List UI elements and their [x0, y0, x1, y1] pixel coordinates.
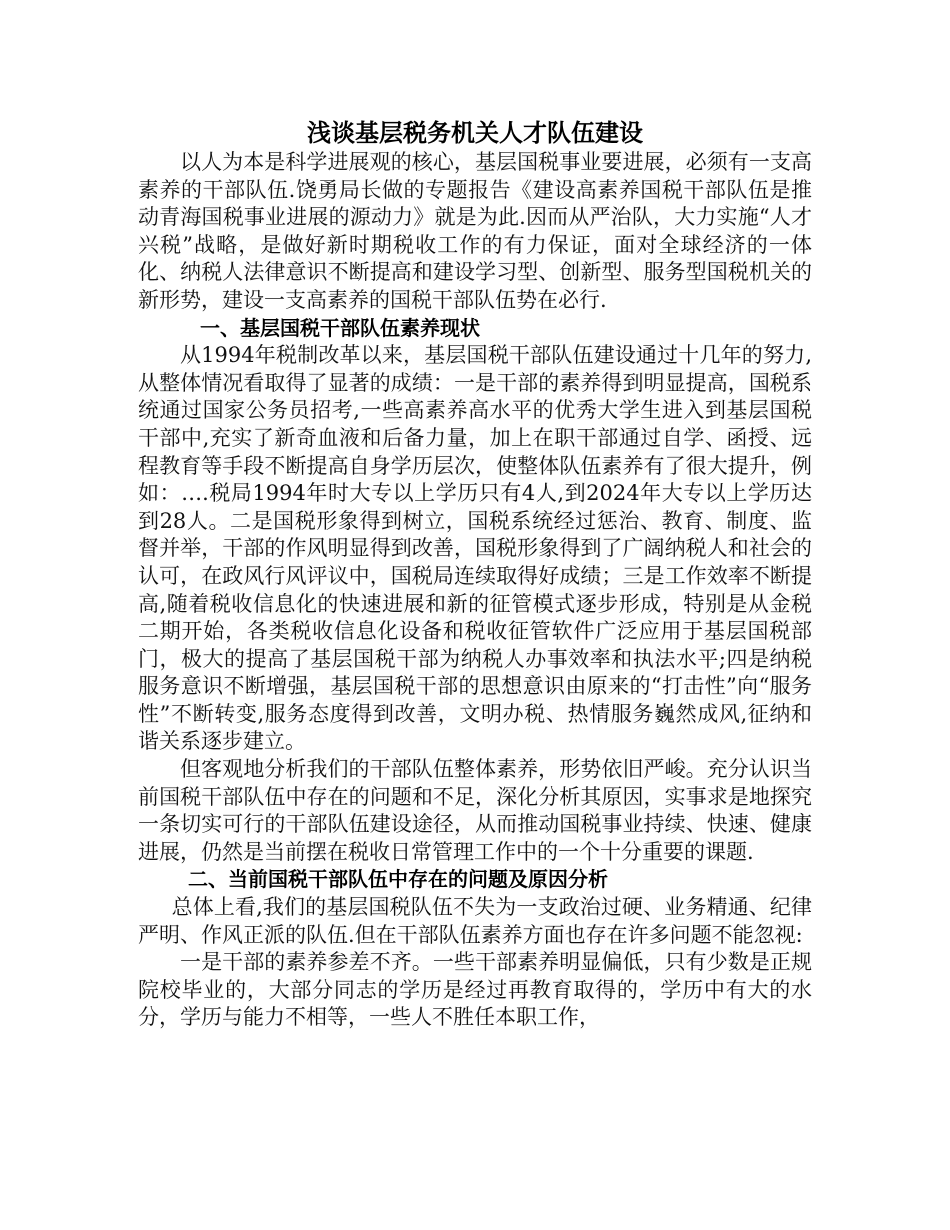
section-2-paragraph-2: 一是干部的素养参差不齐。一些干部素养明显偏低，只有少数是正规院校毕业的，大部分同志的学历是经过再教育取得的，学历中有大的水分，学历与能力不相等，一些人不胜任本职工作，	[138, 950, 812, 1030]
section-heading-1: 一、基层国税干部队伍素养现状	[200, 315, 480, 340]
section-2-paragraph-1: 总体上看,我们的基层国税队伍不失为一支政治过硬、业务精通、纪律严明、作风正派的队伍.但在干部队伍素养方面也存在许多问题不能忽视:	[138, 895, 812, 947]
section-1-paragraph-2: 但客观地分析我们的干部队伍整体素养，形势依旧严峻。充分认识当前国税干部队伍中存在的问题和不足，深化分析其原因，实事求是地探究一条切实可行的干部队伍建设途径，从而推动国税事业持续、快速、健康进展，仍然是当前摆在税收日常管理工作中的一个十分重要的课题.	[138, 757, 812, 864]
document-body	[138, 117, 812, 1032]
section-1-paragraph-1: 从1994年税制改革以来，基层国税干部队伍建设通过十几年的努力,从整体情况看取得了显著的成绩：一是干部的素养得到明显提高，国税系统通过国家公务员招考,一些高素养高水平的优秀大学生进入到基层国税干部中,充实了新奇血液和后备力量，加上在职干部通过自学、函授、远程教育等手段不断提高自身学历层次，使整体队伍素养有了很大提升，例如：….税局1994年时大专以上学历只有4人,到2024年大专以上学历达到28人。二是国税形象得到树立，国税系统经过惩治、教育、制度、监督并举，干部的作风明显得到改善，国税形象得到了广阔纳税人和社会的认可，在政风行风评议中，国税局连续取得好成绩；三是工作效率不断提高,随着税收信息化的快速进展和新的征管模式逐步形成，特别是从金税二期开始，各类税收信息化设备和税收征管软件广泛应用于基层国税部门，极大的提高了基层国税干部为纳税人办事效率和执法水平;四是纳税服务意识不断增强，基层国税干部的思想意识由原来的“打击性”向“服务性”不断转变,服务态度得到改善，文明办税、热情服务巍然成风,征纳和谐关系逐步建立。	[138, 343, 812, 754]
intro-paragraph: 以人为本是科学进展观的核心，基层国税事业要进展，必须有一支高素养的干部队伍.饶勇局长做的专题报告《建设高素养国税干部队伍是推动青海国税事业进展的源动力》就是为此.因而从严治队，大力实施“人才兴税”战略，是做好新时期税收工作的有力保证，面对全球经济的一体化、纳税人法律意识不断提高和建设学习型、创新型、服务型国税机关的新形势，建设一支高素养的国税干部队伍势在必行.	[138, 150, 812, 312]
section-heading-2: 二、当前国税干部队伍中存在的问题及原因分析	[188, 867, 608, 892]
document-title: 浅谈基层税务机关人才队伍建设	[307, 119, 643, 147]
